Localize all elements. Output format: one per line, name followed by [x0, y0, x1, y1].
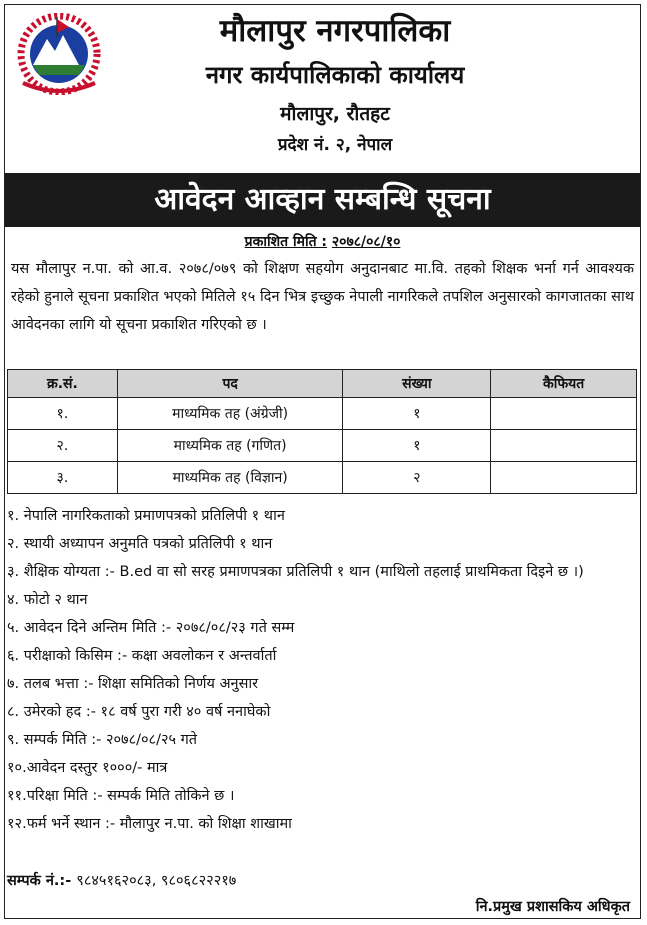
intro-paragraph: यस मौलापुर न.पा. को आ.व. २०७८/०७९ को शिक्षण सहयोग अनुदानबाट मा.वि. तहको शिक्षक भर्ना गर्न आवश्यक रहेको हुनाले सूचना प्रकाशित भएको मितिले १५ दिन भित्र इच्छुक नेपाली नागरिकले तपशिल अनुसारको कागजातका साथ आवेदनका लागि यो सूचना प्रकाशित गरिएको छ । [11, 261, 634, 333]
table-header-row [8, 370, 637, 398]
table-cell: माध्यमिक तह (अंग्रेजी) [117, 398, 343, 430]
table-cell: माध्यमिक तह (विज्ञान) [117, 462, 343, 494]
office-address: मौलापुर, रौतहट [280, 103, 390, 125]
notice-title: आवेदन आव्हान सम्बन्धि सूचना [5, 173, 640, 227]
contact-label: सम्पर्क नं.:- [7, 873, 72, 889]
column-header: कैफियत [491, 370, 637, 398]
contact-numbers: ९८४५१६२०८३, ९८०६८२२२१७ [76, 873, 237, 889]
list-item: ९. सम्पर्क मिति :- २०७८/०८/२५ गते [7, 732, 198, 748]
table-cell: १. [8, 398, 118, 430]
column-header: क्र.सं. [8, 370, 118, 398]
column-header: संख्या [343, 370, 491, 398]
published-date-line [5, 231, 640, 253]
table-cell [491, 462, 637, 494]
list-item: ५. आवेदन दिने अन्तिम मिति :- २०७८/०८/२३ गते सम्म [7, 620, 295, 636]
published-date: २०७८/०८/१० [331, 234, 401, 250]
requirements-list [7, 502, 637, 838]
list-item: ४. फोटो २ थान [7, 592, 88, 608]
table-cell: ३. [8, 462, 118, 494]
list-item: १. नेपालि नागरिकताको प्रमाणपत्रको प्रतिलिपी १ थान [7, 508, 285, 524]
signatory-title: नि.प्रमुख प्रशासकिय अधिकृत [475, 899, 630, 915]
table-cell [491, 430, 637, 462]
list-item: ७. तलब भत्ता :- शिक्षा समितिको निर्णय अनुसार [7, 676, 259, 692]
table-row [8, 430, 637, 462]
list-item: ६. परीक्षाको किसिम :- कक्षा अवलोकन र अन्तर्वार्ता [7, 648, 277, 664]
municipality-name: मौलापुर नगरपालिका [219, 13, 451, 49]
table-row [8, 462, 637, 494]
vacancy-table [7, 369, 637, 494]
list-item: ३. शैक्षिक योग्यता :- B.ed वा सो सरह प्रमाणपत्रका प्रतिलिपी १ थान (माथिलो तहलाई प्राथमिकता दिइने छ ।) [7, 564, 584, 580]
list-item: १२.फर्म भर्ने स्थान :- मौलापुर न.पा. को शिक्षा शाखामा [7, 816, 292, 832]
list-item: २. स्थायी अध्यापन अनुमति पत्रको प्रतिलिपी १ थान [7, 536, 273, 552]
table-cell [491, 398, 637, 430]
table-cell: माध्यमिक तह (गणित) [117, 430, 343, 462]
list-item: ८. उमेरको हद :- १८ वर्ष पुरा गरी ४० वर्ष ननाघेको [7, 704, 271, 720]
nepal-government-emblem-icon [13, 13, 105, 95]
contact-line [7, 869, 236, 893]
list-item: ११.परिक्षा मिति :- सम्पर्क मिति तोकिने छ । [7, 788, 235, 804]
table-cell: २. [8, 430, 118, 462]
letterhead [5, 5, 642, 173]
table-cell: २ [343, 462, 491, 494]
published-label: प्रकाशित मिति : [244, 234, 328, 250]
province-country: प्रदेश नं. २, नेपाल [277, 135, 393, 155]
notice-page [4, 4, 641, 919]
office-name: नगर कार्यपालिकाको कार्यालय [205, 61, 465, 89]
table-cell: १ [343, 398, 491, 430]
table-row [8, 398, 637, 430]
list-item: १०.आवेदन दस्तुर १०००/- मात्र [7, 760, 168, 776]
column-header: पद [117, 370, 343, 398]
table-cell: १ [343, 430, 491, 462]
